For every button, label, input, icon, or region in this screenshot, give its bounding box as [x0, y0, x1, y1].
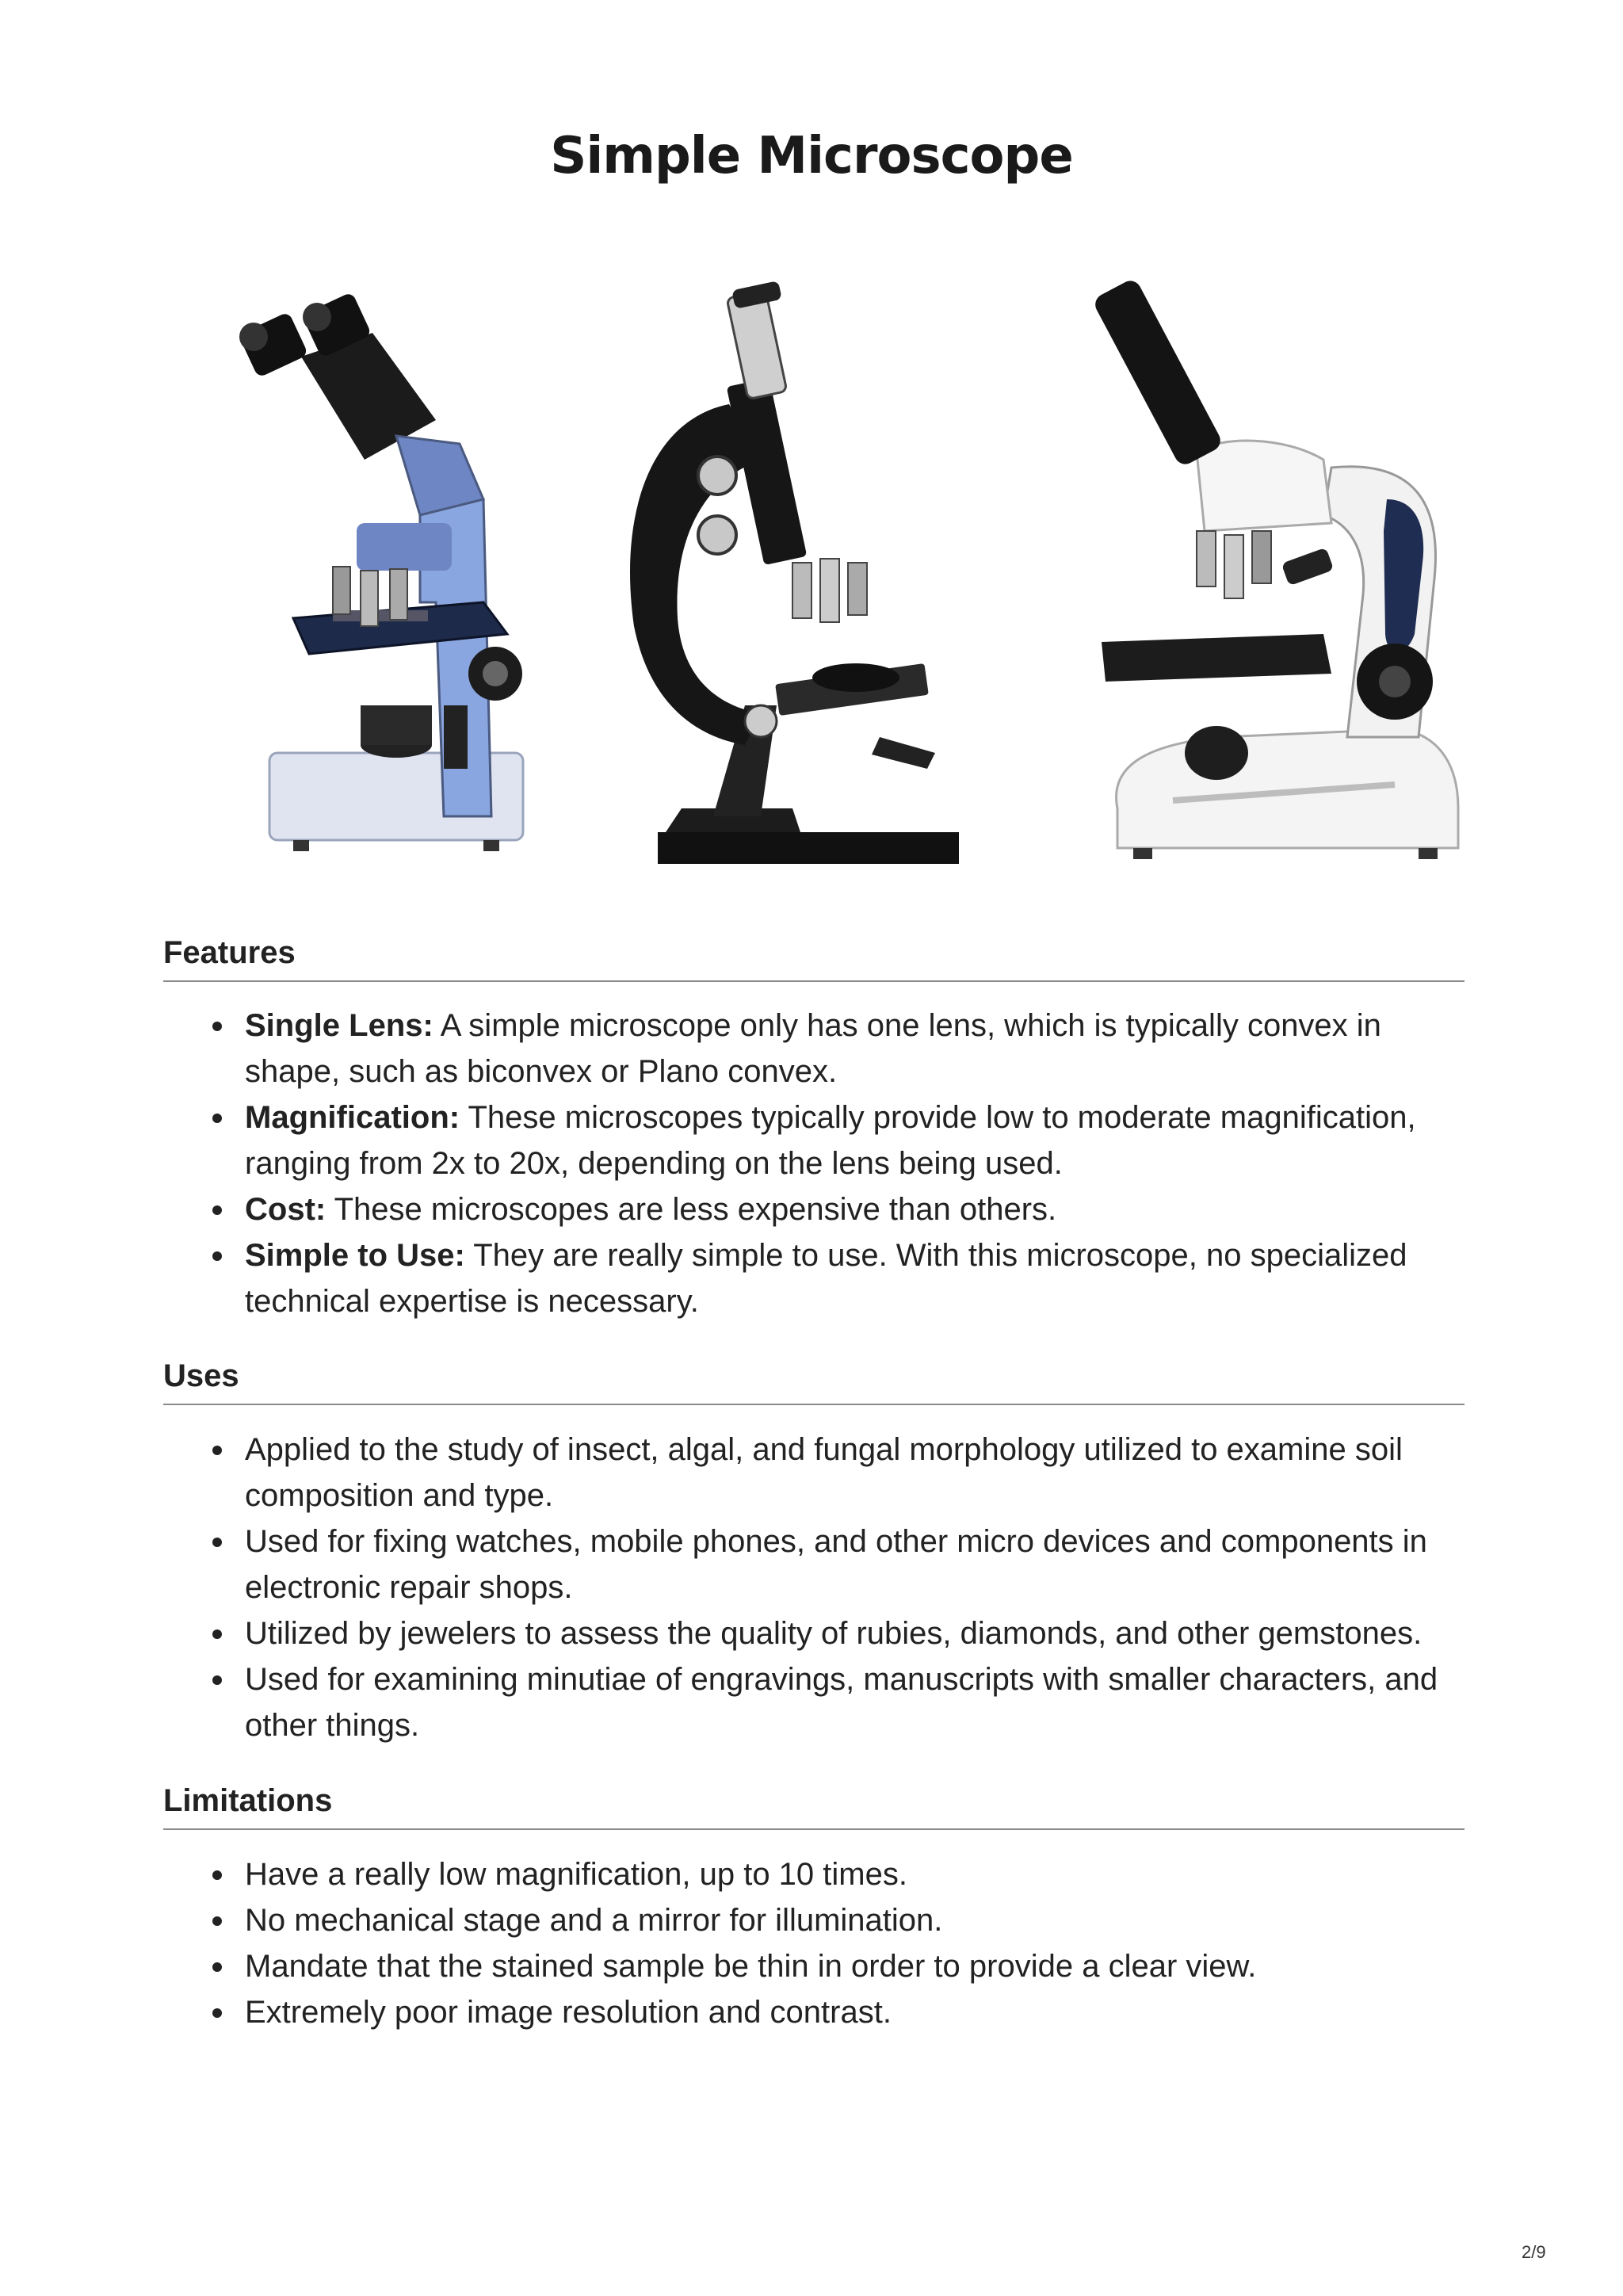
- bullet-icon: [212, 1022, 222, 1031]
- bullet-icon: [212, 1675, 222, 1685]
- bullet-icon: [212, 1114, 222, 1123]
- microscopes-figure: [222, 262, 1490, 911]
- limitations-list: [163, 1851, 1465, 2035]
- uses-heading: Uses: [163, 1358, 1465, 1405]
- features-list: [163, 1003, 1465, 1324]
- page-title: Simple Microscope: [550, 127, 1073, 185]
- microscopes-illustration: [222, 262, 1490, 911]
- list-item: Used for fixing watches, mobile phones, and other micro devices and components in electronic repair shops.: [163, 1519, 1465, 1610]
- limitations-heading: Limitations: [163, 1783, 1465, 1830]
- list-item: No mechanical stage and a mirror for illumination.: [163, 1897, 1465, 1943]
- list-item: Single Lens: A simple microscope only has one lens, which is typically convex in shape, such as biconvex or Plano convex.: [163, 1003, 1465, 1095]
- monocular-white-microscope-icon: [1091, 277, 1458, 859]
- bullet-icon: [212, 1446, 222, 1455]
- bullet-icon: [212, 2008, 222, 2018]
- bullet-icon: [212, 1251, 222, 1261]
- binocular-microscope-icon: [239, 292, 523, 851]
- list-item: Cost: These microscopes are less expensive than others.: [163, 1186, 1465, 1232]
- list-item: Simple to Use: They are really simple to use. With this microscope, no specialized technical expertise is necessary.: [163, 1232, 1465, 1324]
- monocular-black-microscope-icon: [630, 281, 959, 864]
- list-item: Extremely poor image resolution and contrast.: [163, 1989, 1465, 2035]
- list-item: Have a really low magnification, up to 10 times.: [163, 1851, 1465, 1897]
- page-number: 2/9: [1522, 2242, 1546, 2262]
- list-item: Used for examining minutiae of engravings, manuscripts with smaller characters, and other things.: [163, 1656, 1465, 1748]
- bullet-icon: [212, 1629, 222, 1639]
- list-item: Mandate that the stained sample be thin in order to provide a clear view.: [163, 1943, 1465, 1989]
- list-item: Utilized by jewelers to assess the quality of rubies, diamonds, and other gemstones.: [163, 1610, 1465, 1656]
- bullet-icon: [212, 1538, 222, 1547]
- uses-list: [163, 1427, 1465, 1748]
- bullet-icon: [212, 1962, 222, 1972]
- list-item: Magnification: These microscopes typically provide low to moderate magnification, ranging from 2x to 20x, depending on the lens being used.: [163, 1095, 1465, 1186]
- features-heading: Features: [163, 935, 1465, 982]
- bullet-icon: [212, 1205, 222, 1215]
- bullet-icon: [212, 1916, 222, 1926]
- bullet-icon: [212, 1870, 222, 1880]
- list-item: Applied to the study of insect, algal, and fungal morphology utilized to examine soil composition and type.: [163, 1427, 1465, 1519]
